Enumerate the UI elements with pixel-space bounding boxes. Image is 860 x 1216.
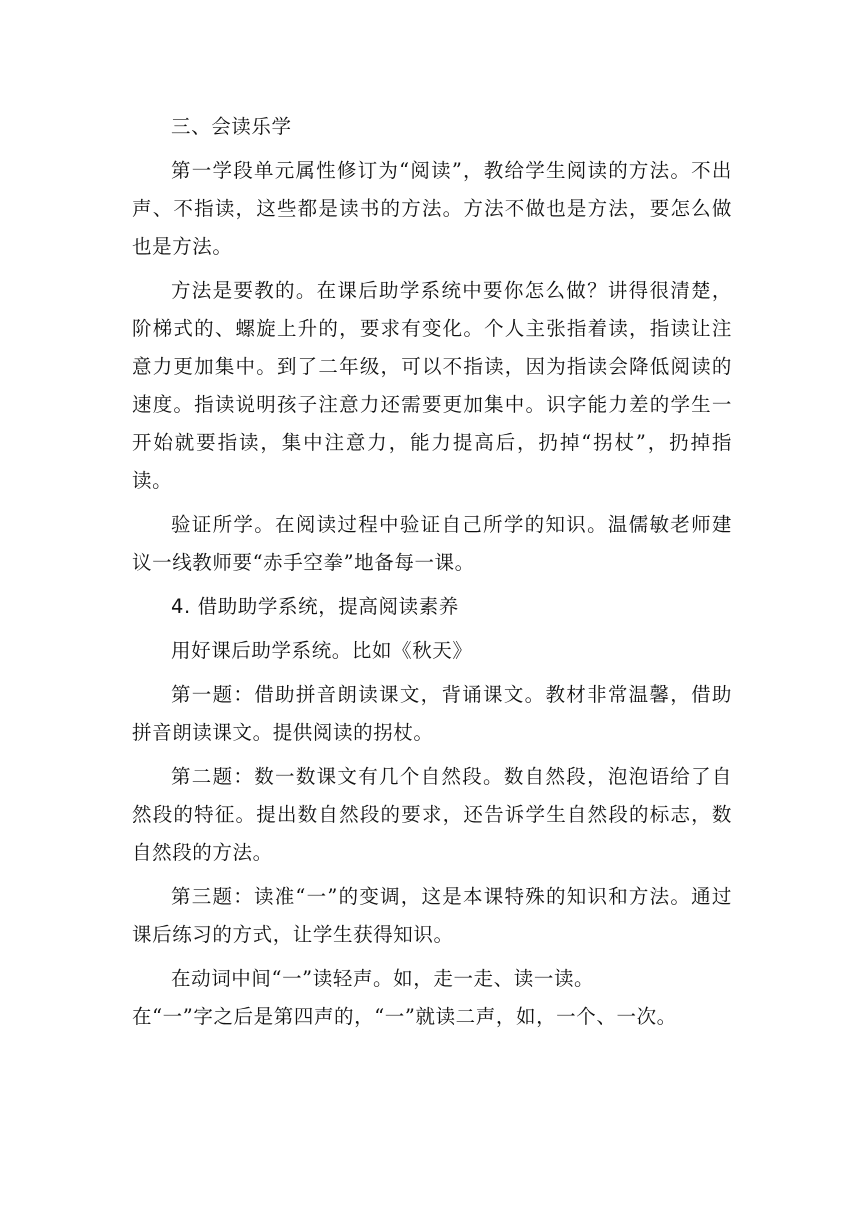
paragraph: 方法是要教的。在课后助学系统中要你怎么做？讲得很清楚，阶梯式的、螺旋上升的，要求有变化。个人主张指着读，指读让注意力更加集中。到了二年级，可以不指读，因为指读会降低阅读的速度。指读说明孩子注意力还需要更加集中。识字能力差的学生一开始就要指读，集中注意力，能力提高后，扔掉“拐杖”，扔掉指读。	[132, 279, 732, 492]
paragraph: 在动词中间“一”读轻声。如，走一走、读一读。	[171, 967, 595, 990]
paragraph: 第二题：数一数课文有几个自然段。数自然段，泡泡语给了自然段的特征。提出数自然段的要求，还告诉学生自然段的标志，数自然段的方法。	[132, 765, 732, 864]
paragraph: 用好课后助学系统。比如《秋天》	[171, 639, 473, 662]
paragraph: 第一学段单元属性修订为“阅读”，教给学生阅读的方法。不出声、不指读，这些都是读书的方法。方法不做也是方法，要怎么做也是方法。	[132, 159, 732, 258]
paragraph: 在“一”字之后是第四声的，“一”就读二声，如，一个、一次。	[132, 1005, 677, 1028]
document-page	[132, 108, 732, 1042]
paragraph: 验证所学。在阅读过程中验证自己所学的知识。温儒敏老师建议一线教师要“赤手空拳”地备每一课。	[132, 513, 732, 574]
section-heading: 三、会读乐学	[171, 115, 292, 138]
subsection-heading: 4. 借助助学系统，提高阅读素养	[171, 595, 459, 618]
paragraph: 第一题：借助拼音朗读课文，背诵课文。教材非常温馨，借助拼音朗读课文。提供阅读的拐杖。	[132, 683, 732, 744]
paragraph: 第三题：读准“一”的变调，这是本课特殊的知识和方法。通过课后练习的方式，让学生获得知识。	[132, 885, 732, 946]
